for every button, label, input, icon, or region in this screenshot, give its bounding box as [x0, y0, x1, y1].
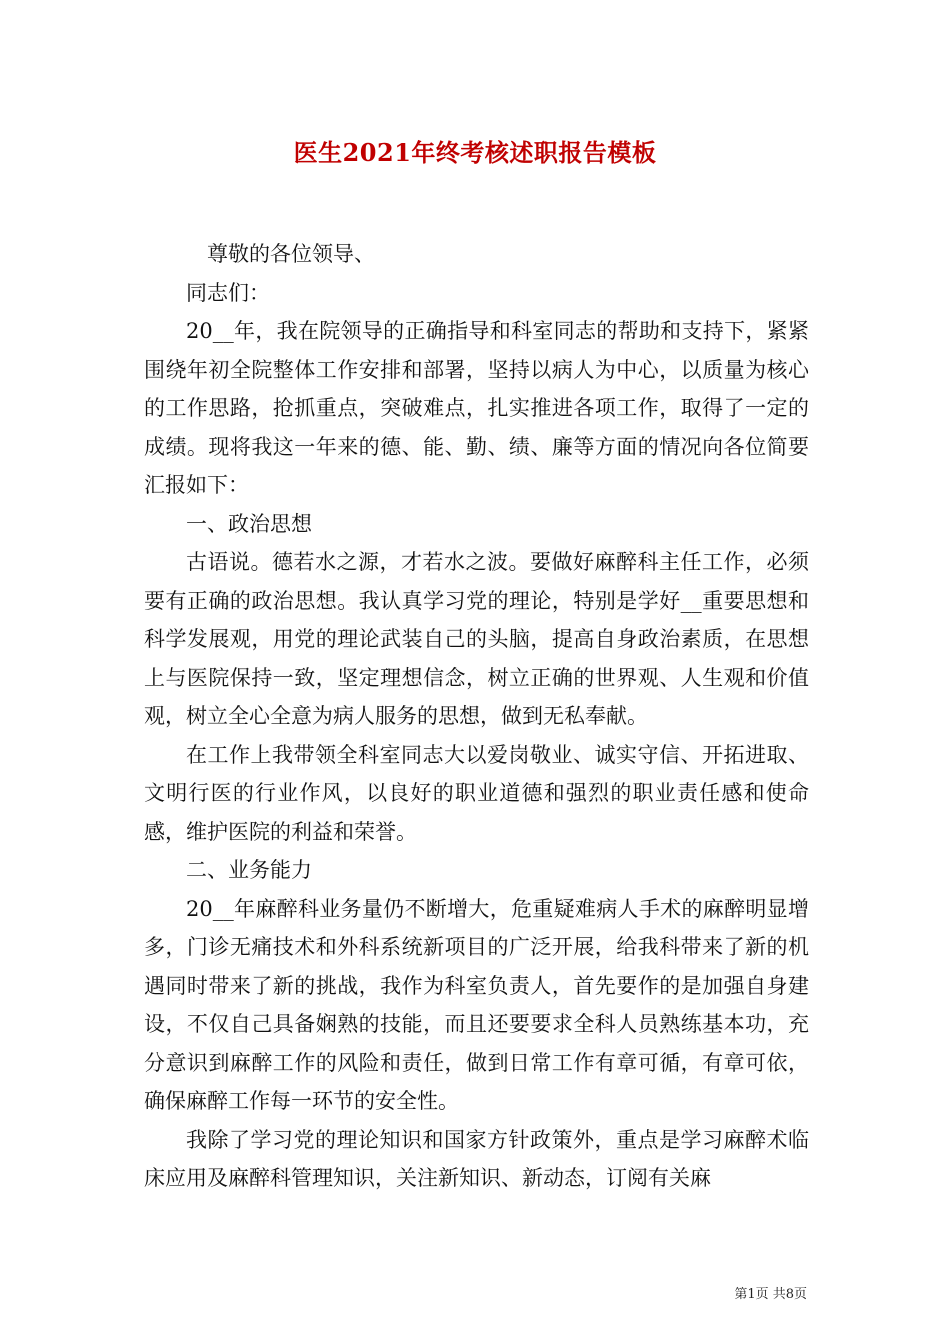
paragraph-politics: 古语说。德若水之源，才若水之波。要做好麻醉科主任工作，必须要有正确的政治思想。我认真学习党的理论，特别是学好__重要思想和科学发展观，用党的理论武装自己的头脑，提高自身政治素质，在思想上与医院保持一致，坚定理想信念，树立正确的世界观、人生观和价值观，树立全心全意为病人服务的思想，做到无私奉献。: [144, 550, 809, 728]
section-heading-ability: 二、业务能力: [186, 858, 312, 882]
paragraph-ability: 20__年麻醉科业务量仍不断增大，危重疑难病人手术的麻醉明显增多，门诊无痛技术和外科系统新项目的广泛开展，给我科带来了新的机遇同时带来了新的挑战，我作为科室负责人，首先要作的是加强自身建设，不仅自己具备娴熟的技能，而且还要要求全科人员熟练基本功，充分意识到麻醉工作的风险和责任，做到日常工作有章可循，有章可依，确保麻醉工作每一环节的安全性。: [144, 896, 809, 1113]
page-number: 第1页 共8页: [734, 1287, 807, 1302]
salutation-line: 同志们：: [186, 280, 270, 305]
paragraph-study: 我除了学习党的理论知识和国家方针政策外，重点是学习麻醉术临床应用及麻醉科管理知识，关注新知识、新动态，订阅有关麻: [144, 1127, 809, 1190]
section-heading-politics: 一、政治思想: [186, 511, 312, 536]
paragraph-work-style: 在工作上我带领全科室同志大以爱岗敬业、诚实守信、开拓进取、文明行医的行业作风，以良好的职业道德和强烈的职业责任感和使命感，维护医院的利益和荣誉。: [144, 742, 809, 844]
salutation-line: 尊敬的各位领导、: [207, 242, 375, 266]
paragraph-intro: 20__年，我在院领导的正确指导和科室同志的帮助和支持下，紧紧围绕年初全院整体工作安排和部署，坚持以病人为中心，以质量为核心的工作思路，抢抓重点，突破难点，扎实推进各项工作，取得了一定的成绩。现将我这一年来的德、能、勤、绩、廉等方面的情况向各位简要汇报如下：: [144, 319, 809, 497]
document-body: [144, 235, 809, 1198]
document-title: 医生2021年终考核述职报告模板: [293, 138, 657, 167]
